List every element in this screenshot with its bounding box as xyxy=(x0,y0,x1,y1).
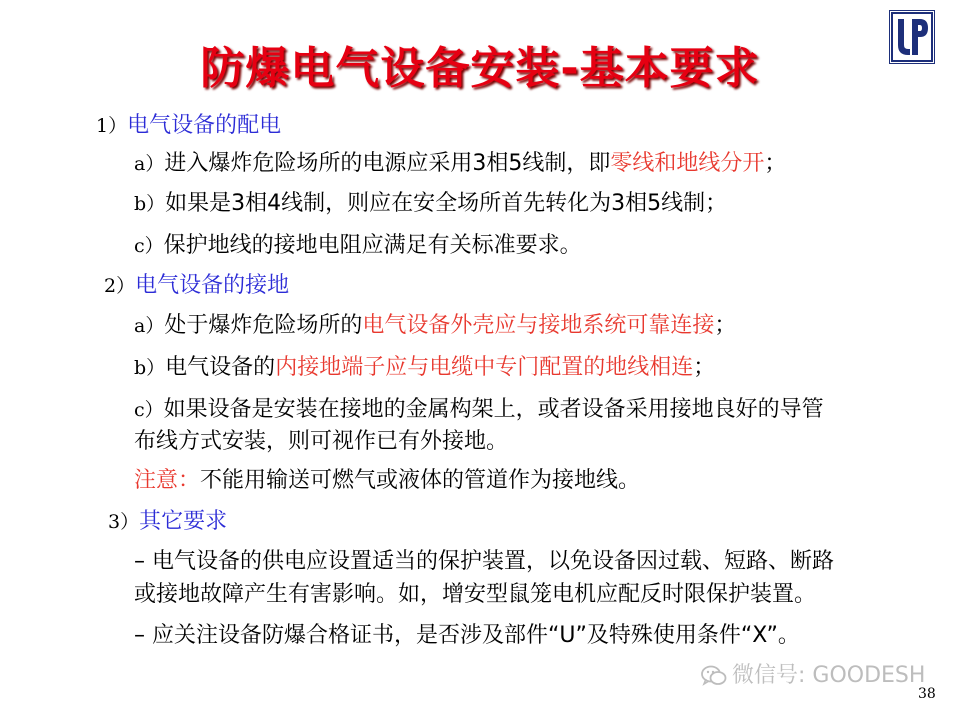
item-text: 如果是3相4线制，则应在安全场所首先转化为3相5线制； xyxy=(165,191,728,216)
item-text: 进入爆炸危险场所的电源应采用3相5线制，即 xyxy=(164,151,611,176)
list-item xyxy=(134,354,715,382)
list-item xyxy=(134,548,834,576)
item-emphasis: 电气设备外壳应与接地系统可靠连接 xyxy=(362,313,715,338)
note-text: 不能用输送可燃气或液体的管道作为接地线。 xyxy=(200,468,641,493)
section-title: 其它要求 xyxy=(139,509,228,534)
item-marker: a） xyxy=(134,153,165,175)
note xyxy=(134,467,640,495)
item-marker: – xyxy=(134,549,145,574)
section-number: 3） xyxy=(108,511,140,533)
list-item xyxy=(134,396,824,424)
item-emphasis: 内接地端子应与电缆中专门配置的地线相连 xyxy=(275,355,694,380)
item-marker: b） xyxy=(134,357,166,379)
up-logo-icon xyxy=(889,10,935,64)
item-text-end: ； xyxy=(693,355,716,380)
watermark xyxy=(700,662,940,692)
list-item xyxy=(134,190,727,218)
item-text: 电气设备的供电应设置适当的保护装置，以免设备因过载、短路、断路 xyxy=(152,549,835,574)
list-item-continuation: 布线方式安装，则可视作已有外接地。 xyxy=(134,429,509,454)
item-text: 保护地线的接地电阻应满足有关标准要求。 xyxy=(163,233,582,258)
note-label: 注意： xyxy=(134,468,201,493)
item-marker: c） xyxy=(134,235,164,257)
item-marker: b） xyxy=(134,193,166,215)
list-item xyxy=(134,150,786,178)
page-number: 38 xyxy=(918,686,936,702)
list-item xyxy=(134,312,736,340)
item-emphasis: 零线和地线分开 xyxy=(610,151,765,176)
section-title: 电气设备的配电 xyxy=(127,113,282,138)
item-marker: c） xyxy=(134,399,164,421)
item-text: 如果设备是安装在接地的金属构架上，或者设备采用接地良好的导管 xyxy=(163,397,824,422)
item-marker: – xyxy=(134,623,145,648)
section-3-heading xyxy=(108,508,227,536)
section-number: 2） xyxy=(104,275,136,297)
section-1-heading xyxy=(96,112,281,140)
section-number: 1） xyxy=(96,115,128,137)
wechat-icon xyxy=(700,664,728,694)
item-marker: a） xyxy=(134,315,165,337)
item-text-end: ； xyxy=(764,151,787,176)
section-2-heading xyxy=(104,272,289,300)
list-item xyxy=(134,232,582,260)
item-text: 应关注设备防爆合格证书，是否涉及部件“U”及特殊使用条件“X”。 xyxy=(152,623,800,648)
list-item-continuation: 或接地故障产生有害影响。如，增安型鼠笼电机应配反时限保护装置。 xyxy=(134,582,817,607)
list-item xyxy=(134,622,800,650)
section-title: 电气设备的接地 xyxy=(135,273,290,298)
slide-title: 防爆电气设备安装-基本要求 xyxy=(200,43,760,94)
watermark-text: 微信号: GOODESH xyxy=(732,663,926,688)
item-text: 电气设备的 xyxy=(165,355,276,380)
item-text-end: ； xyxy=(714,313,737,338)
item-text: 处于爆炸危险场所的 xyxy=(164,313,363,338)
